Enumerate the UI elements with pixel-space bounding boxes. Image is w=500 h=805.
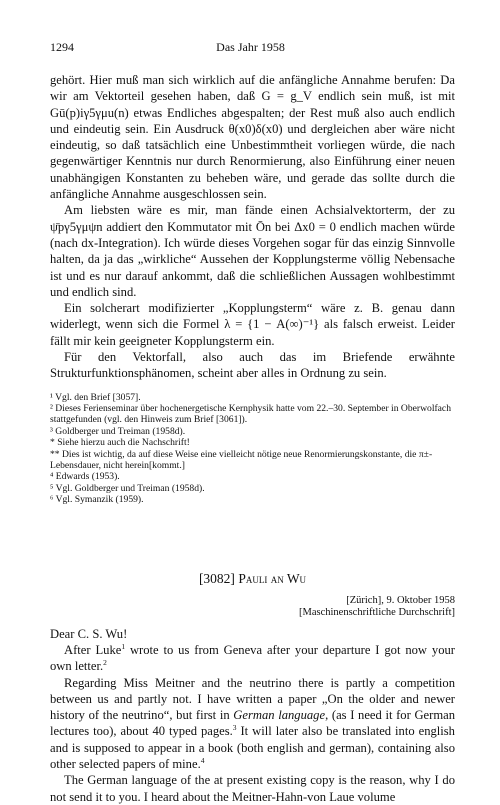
text-run: It will later also be translated into english and is supposed to appear in a book (both english and german), containing also other selected papers of mine. [50,724,455,772]
footnote: ² Dieses Ferienseminar über hochenergetische Kernphysik hatte vom 22.–30. September in Oberwolfach stattgefunden (vgl. den Hinweis zum Brief [3061]). [50,403,451,426]
paragraph-3: Ein solcherart modifizierter „Kopplungsterm“ wäre z. B. genau dann widerlegt, wenn sich die Formel λ = {1 − A(∞)⁻¹} als falsch erweist. Leider fällt mir kein geeigneter Kopplungsterm ein. [50,301,455,348]
main-text [50,72,455,382]
letter-meta [50,595,455,620]
footnote: ⁴ Edwards (1953). [50,471,120,483]
footnote: ⁶ Vgl. Symanzik (1959). [50,494,144,506]
letter-heading [50,571,455,587]
text-run: After Luke [64,643,122,657]
footnote: ⁵ Vgl. Goldberger und Treiman (1958d). [50,482,205,494]
footnote: ¹ Vgl. den Brief [3057]. [50,391,141,403]
letter-title: Pauli an Wu [238,570,307,586]
text-run: Regarding Miss Meitner and the neutrino there is partly a competition between us and partly not. I have written a paper „On the older and newer history of the neutrino“, but first in [50,675,455,723]
footnote-ref: 1 [121,641,126,651]
running-header [50,40,455,56]
text-run: wrote to us from Geneva after your departure I got now your own letter. [50,643,455,674]
paragraph-4: Für den Vektorfall, also auch das im Briefende erwähnte Strukturfunktionsphänomen, scheint aber alles in Ordnung zu sein. [50,350,455,381]
letter-paragraph-2 [50,675,455,773]
footnote-ref: 3 [232,723,237,733]
salutation: Dear C. S. Wu! [50,626,128,641]
paragraph-2: Am liebsten wäre es mir, man fände einen Achsialvektorterm, der zu ψ̄pγ5γμψn addiert den Kommutator mit Ōn bei Δx0 = 0 endlich machen würde (nach dx-Integration). Ich würde dieses Vorgehen sogar für das einzig Sinnvolle halten, da ja das „wirkliche“ Aussehen der Kopplungsterme völlig Nebensache ist und es nur darauf ankommt, daß die schließlichen Aussagen wohlbestimmt und endlich sind. [50,203,455,299]
text-run: , (as I need it for German lectures too), about 40 typed pages. [50,708,456,739]
footnote-ref: 4 [200,755,205,765]
letter-source: [Maschinenschriftliche Durchschrift] [299,607,455,619]
footnotes [50,392,455,506]
footnote: * Siehe hierzu auch die Nachschrift! [50,437,190,449]
document-page [50,40,455,805]
footnote: ³ Goldberger und Treiman (1958d). [50,425,186,437]
footnote: ** Dies ist wichtig, da auf diese Weise eine vielleicht nötige neue Renormierungskonstante, die π±-Lebensdauer, nicht herein[kommt.] [50,448,433,472]
letter-number: [3082] [198,570,235,586]
text-run-italic: German language [233,708,326,723]
page-number: 1294 [50,40,74,54]
footnote-ref: 2 [103,658,107,668]
letter-paragraph-3: The German language of the at present existing copy is the reason, why I do not send it to you. I heard about the Meitner-Hahn-von Laue volume [50,773,455,804]
letter-paragraph-1 [50,642,455,675]
letter-place-date: [Zürich], 9. Oktober 1958 [346,594,455,606]
paragraph-1: gehört. Hier muß man sich wirklich auf die anfängliche Annahme berufen: Da wir am Vektorteil gesehen haben, daß G = g_V endlich sein muß, ist mit Gū(p)iγ5γμu(n) etwas Endliches abgespalten; der Rest muß also auch endlich und eindeutig sein. Ein Ausdruck θ(x0)δ(x0) und dergleichen aber wäre nicht eindeutig, so daß tatsächlich eine Unbestimmtheit vorliegen würde, die nach gegenwärtiger Kenntnis nur durch Renormierung, also Einführung einer neuen unabhängigen Konstanten zu beheben wäre, und gerade das sollte durch die anfängliche Annahme ausgeschlossen sein. [50,73,455,202]
running-title: Das Jahr 1958 [216,40,285,54]
